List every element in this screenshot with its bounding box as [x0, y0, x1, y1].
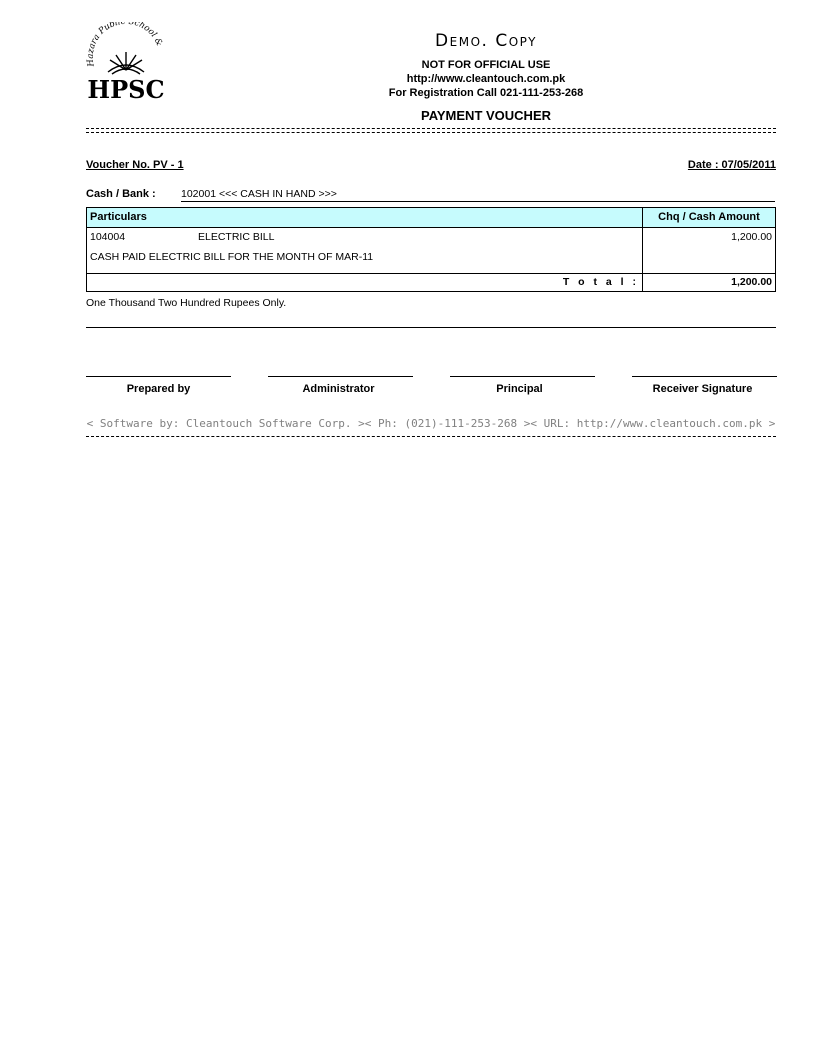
table-header-row	[87, 208, 776, 228]
footer-divider	[86, 436, 776, 437]
software-footer: < Software by: Cleantouch Software Corp. >< Ph: (021)-111-253-268 >< URL: http://www.cleantouch.com.pk >	[86, 417, 776, 430]
total-amount: 1,200.00	[643, 274, 776, 292]
particulars-cell	[87, 228, 643, 274]
header-divider	[86, 128, 776, 133]
narration: CASH PAID ELECTRIC BILL FOR THE MONTH OF MAR-11	[90, 251, 374, 263]
website-link[interactable]: http://www.cleantouch.com.pk	[406, 73, 566, 85]
total-row	[87, 274, 776, 292]
words-divider	[86, 327, 776, 328]
amount-in-words: One Thousand Two Hundred Rupees Only.	[86, 297, 287, 309]
account-code: 104004	[90, 231, 126, 243]
prepared-by-label: Prepared by	[126, 383, 191, 395]
row-amount: 1,200.00	[731, 231, 772, 243]
school-logo	[86, 22, 166, 102]
signature-line-administrator	[268, 376, 413, 377]
receiver-signature-label: Receiver Signature	[652, 383, 753, 395]
cash-bank-label: Cash / Bank :	[86, 188, 156, 200]
principal-label: Principal	[496, 383, 543, 395]
particulars-table	[86, 207, 776, 292]
logo-arc-text: Hazara Publi School &	[86, 22, 165, 68]
document-title: PAYMENT VOUCHER	[420, 108, 552, 123]
amount-header: Chq / Cash Amount	[643, 208, 776, 228]
amount-cell	[643, 228, 776, 274]
administrator-label: Administrator	[302, 383, 375, 395]
voucher-number: Voucher No. PV - 1	[86, 159, 184, 171]
demo-copy-title: Demo. Copy	[435, 31, 537, 51]
table-row	[87, 228, 776, 274]
signature-line-receiver	[632, 376, 777, 377]
cash-bank-value: 102001 <<< CASH IN HAND >>>	[181, 188, 775, 202]
particulars-header: Particulars	[87, 208, 643, 228]
voucher-date: Date : 07/05/2011	[687, 159, 776, 171]
account-name: ELECTRIC BILL	[198, 231, 275, 243]
registration-phone: For Registration Call 021-111-253-268	[388, 87, 584, 99]
signature-line-principal	[450, 376, 595, 377]
signature-line-prepared	[86, 376, 231, 377]
notice-text: NOT FOR OFFICIAL USE	[421, 59, 551, 71]
logo-mark: HPSC	[87, 75, 165, 102]
total-label: T o t a l :	[87, 274, 643, 292]
